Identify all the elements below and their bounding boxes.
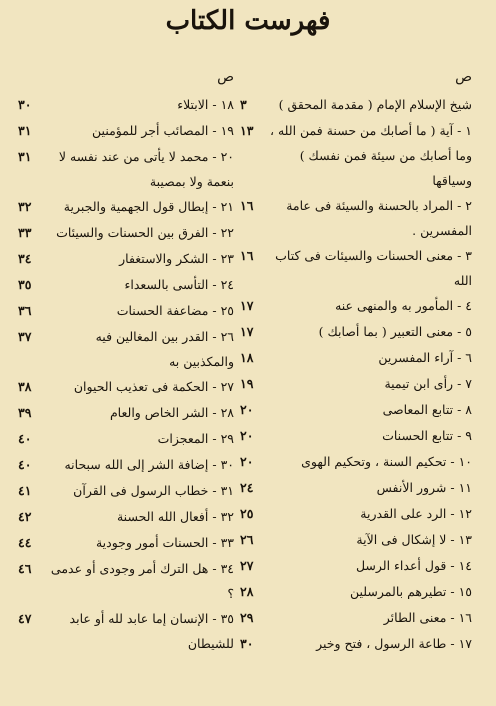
toc-entry — [18, 144, 234, 194]
toc-column-right — [240, 66, 472, 657]
toc-entry — [18, 194, 234, 220]
toc-list — [240, 92, 472, 657]
toc-entry-title: ١٤ - قول أعداء الرسل — [355, 558, 472, 573]
toc-entry-page: ٤٤ — [18, 535, 32, 550]
toc-entry-page: ٣٨ — [18, 379, 32, 394]
toc-entry-title: ١ - آية ( ما أصابك من حسنة فمن الله ، وما أصابك من سيئة فمن نفسك ) وسياقها — [269, 123, 472, 188]
toc-entry-title: ٢٩ - المعجزات — [157, 431, 234, 446]
toc-entry — [18, 478, 234, 504]
toc-entry — [240, 475, 472, 501]
toc-entry — [240, 579, 472, 605]
toc-entry — [240, 527, 472, 553]
toc-entry — [240, 449, 472, 475]
toc-entry-page: ١٩ — [240, 376, 254, 391]
toc-entry-page: ١٣ — [240, 123, 254, 138]
toc-entry-title: ١٩ - المصائب أجر للمؤمنين — [92, 123, 234, 138]
toc-entry-title: ١٢ - الرد على القدرية — [360, 506, 472, 521]
toc-entry-page: ١٧ — [240, 324, 254, 339]
toc-entry — [240, 243, 472, 293]
toc-entry — [18, 606, 234, 656]
toc-entry-page: ١٨ — [240, 350, 254, 365]
toc-entry — [18, 504, 234, 530]
toc-entry — [18, 272, 234, 298]
toc-entry — [18, 426, 234, 452]
toc-entry — [18, 118, 234, 144]
toc-entry-title: ٢٠ - محمد لا يأتى من عند نفسه لا بنعمة ولا بمصيبة — [58, 149, 234, 189]
toc-entry-page: ٢٦ — [240, 532, 254, 547]
toc-entry-page: ٢٥ — [240, 506, 254, 521]
toc-entry-page: ٤٦ — [18, 561, 32, 576]
toc-entry-title: ٣٣ - الحسنات أمور وجودية — [95, 535, 234, 550]
toc-entry-title: شيخ الإسلام الإمام ( مقدمة المحقق ) — [278, 97, 472, 112]
toc-list — [18, 92, 234, 656]
toc-entry — [240, 319, 472, 345]
toc-entry-title: ٢٤ - التأسى بالسعداء — [124, 277, 234, 292]
toc-entry-title: ٣٤ - هل الترك أمر وجودى أو عدمى ؟ — [50, 561, 234, 601]
toc-entry — [240, 293, 472, 319]
toc-entry — [18, 400, 234, 426]
toc-entry — [18, 220, 234, 246]
toc-entry — [240, 345, 472, 371]
toc-entry — [240, 553, 472, 579]
toc-entry — [18, 298, 234, 324]
toc-entry — [240, 371, 472, 397]
toc-entry-page: ٢٠ — [240, 402, 254, 417]
toc-entry-title: ٤ - المأمور به والمنهى عنه — [335, 298, 472, 313]
toc-entry-title: ٢٣ - الشكر والاستغفار — [119, 251, 234, 266]
toc-entry — [18, 556, 234, 606]
toc-entry-page: ٣ — [240, 97, 247, 112]
page-column-header: ص — [217, 69, 234, 85]
toc-entry-title: ١٨ - الابتلاء — [177, 97, 234, 112]
toc-entry-title: ٩ - تتابع الحسنات — [382, 428, 472, 443]
toc-entry — [18, 452, 234, 478]
toc-entry-page: ٣٦ — [18, 303, 32, 318]
toc-entry-page: ٢٠ — [240, 454, 254, 469]
toc-entry-title: ٣١ - خطاب الرسول فى القرآن — [73, 483, 234, 498]
toc-entry-title: ٢ - المراد بالحسنة والسيئة فى عامة المفسرين . — [286, 198, 472, 238]
toc-entry-title: ٢٢ - الفرق بين الحسنات والسيئات — [56, 225, 234, 240]
toc-entry-page: ٣٠ — [18, 97, 32, 112]
toc-entry-title: ١٠ - تحكيم السنة ، وتحكيم الهوى — [301, 454, 472, 469]
toc-entry-page: ٣٧ — [18, 329, 32, 344]
toc-entry-page: ٣٣ — [18, 225, 32, 240]
toc-entry-page: ١٧ — [240, 298, 254, 313]
toc-entry-title: ١٧ - طاعة الرسول ، فتح وخير — [316, 636, 472, 651]
toc-entry-page: ٣٠ — [240, 636, 254, 651]
toc-entry — [240, 193, 472, 243]
toc-entry-page: ٣٩ — [18, 405, 32, 420]
toc-entry-title: ٣٥ - الإنسان إما عابد لله أو عابد للشيطان — [69, 611, 234, 651]
page-column-header: ص — [455, 69, 472, 85]
toc-entry-page: ٤٠ — [18, 457, 32, 472]
toc-entry — [240, 605, 472, 631]
toc-entry — [18, 92, 234, 118]
toc-entry-page: ٤١ — [18, 483, 32, 498]
toc-entry-title: ٢٥ - مضاعفة الحسنات — [116, 303, 234, 318]
toc-entry-page: ٢٠ — [240, 428, 254, 443]
toc-entry-page: ٤٧ — [18, 611, 32, 626]
toc-entry — [240, 631, 472, 657]
toc-entry — [18, 374, 234, 400]
toc-entry-title: ٢١ - إبطال قول الجهمية والجبرية — [63, 199, 234, 214]
toc-entry-page: ٤٠ — [18, 431, 32, 446]
toc-entry-title: ١٥ - تطيرهم بالمرسلين — [349, 584, 472, 599]
toc-entry-page: ٣٥ — [18, 277, 32, 292]
toc-entry-title: ٢٨ - الشر الخاص والعام — [109, 405, 234, 420]
toc-entry-title: ٢٧ - الحكمة فى تعذيب الحيوان — [73, 379, 234, 394]
toc-entry-title: ٣٢ - أفعال الله الحسنة — [116, 509, 234, 524]
page-title: فهرست الكتاب — [165, 6, 331, 36]
toc-entry-page: ٢٩ — [240, 610, 254, 625]
toc-entry-title: ٦ - آراء المفسرين — [378, 350, 472, 365]
toc-entry-page: ٢٧ — [240, 558, 254, 573]
toc-entry — [240, 501, 472, 527]
toc-entry — [18, 530, 234, 556]
toc-entry-title: ١٣ - لا إشكال فى الآية — [356, 532, 472, 547]
toc-entry-title: ٣ - معنى الحسنات والسيئات فى كتاب الله — [275, 248, 472, 288]
toc-entry-title: ٨ - تتابع المعاصى — [382, 402, 472, 417]
toc-entry-title: ٢٦ - القدر بين المغالين فيه والمكذبين به — [95, 329, 234, 369]
toc-entry — [240, 118, 472, 193]
toc-entry — [240, 397, 472, 423]
toc-entry — [240, 423, 472, 449]
toc-entry-title: ٧ - رأى ابن تيمية — [384, 376, 472, 391]
toc-entry-title: ٣٠ - إضافة الشر إلى الله سبحانه — [64, 457, 234, 472]
toc-column-left — [18, 66, 234, 656]
toc-entry-page: ١٦ — [240, 248, 254, 263]
toc-entry-page: ٣٢ — [18, 199, 32, 214]
toc-entry-title: ١٦ - معنى الطائر — [383, 610, 472, 625]
toc-entry-page: ٣٤ — [18, 251, 32, 266]
toc-entry — [18, 324, 234, 374]
toc-entry-title: ٥ - معنى التعبير ( بما أصابك ) — [318, 324, 472, 339]
toc-entry-page: ٢٤ — [240, 480, 254, 495]
toc-entry-page: ١٦ — [240, 198, 254, 213]
toc-entry-page: ٢٨ — [240, 584, 254, 599]
toc-entry-page: ٣١ — [18, 123, 32, 138]
toc-entry — [240, 92, 472, 118]
toc-entry-page: ٤٢ — [18, 509, 32, 524]
toc-entry-page: ٣١ — [18, 149, 32, 164]
toc-entry — [18, 246, 234, 272]
toc-entry-title: ١١ - شرور الأنفس — [376, 480, 472, 495]
